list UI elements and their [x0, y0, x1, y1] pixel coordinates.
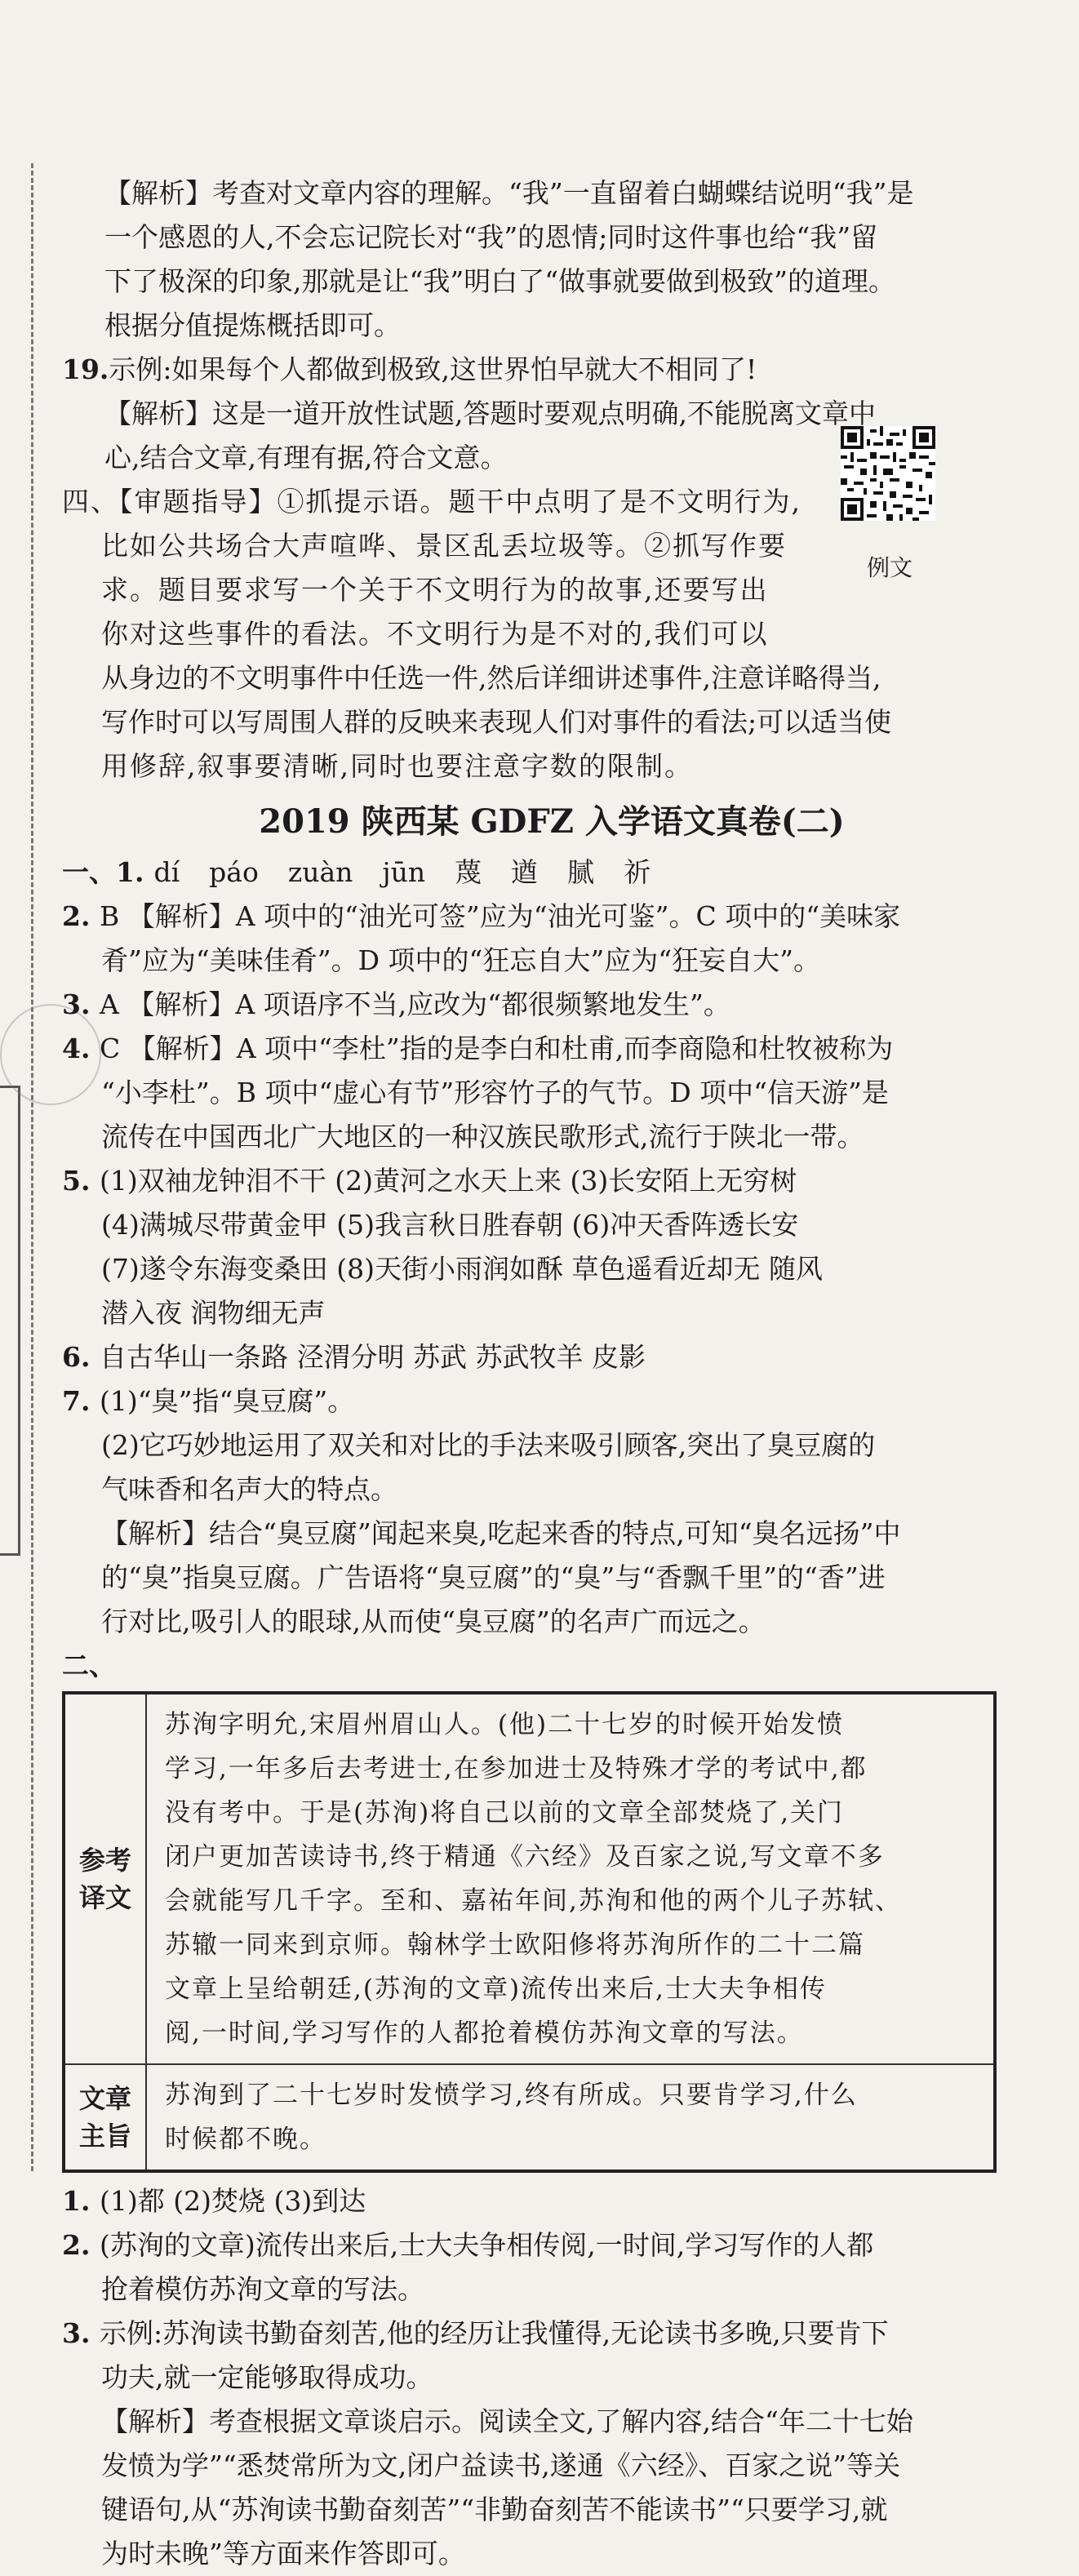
text-line: (1)“臭”指“臭豆腐”。 — [100, 1385, 355, 1417]
question-1 — [62, 851, 1041, 895]
text-line: 会就能写几千字。至和、嘉祐年间,苏洵和他的两个儿子苏轼、 — [165, 1886, 902, 1916]
text-line: 气味香和名声大的特点。 — [101, 1473, 397, 1505]
question-number: 3. — [62, 988, 91, 1020]
writing-guidance — [62, 480, 1041, 788]
text-line: 比如公共场合大声喧哗、景区乱丢垃圾等。②抓写作要 — [101, 530, 787, 562]
text-line: (1)都 (2)焚烧 (3)到达 — [100, 2185, 366, 2217]
question-number: 4. — [62, 1033, 91, 1064]
answer-content — [62, 171, 1041, 2576]
binding-frame — [0, 1086, 20, 1556]
text-line: 闭户更加苦读诗书,终于精通《六经》及百家之说,写文章不多 — [165, 1842, 885, 1872]
character: 蔑 — [455, 856, 482, 888]
translation-text — [146, 1693, 995, 2064]
theme-text — [146, 2064, 995, 2171]
text-line: (4)满城尽带黄金甲 (5)我言秋日胜春朝 (6)冲天香阵透长安 — [101, 1209, 799, 1241]
question-number: 6. — [62, 1341, 91, 1373]
text-line: 没有考中。于是(苏洵)将自己以前的文章全部焚烧了,关门 — [165, 1798, 845, 1828]
section-label: 二、 — [62, 1650, 116, 1681]
text-line: 潜入夜 润物细无声 — [101, 1297, 326, 1329]
text-line: 的“臭”指臭豆腐。广告语将“臭豆腐”的“臭”与“香飘千里”的“香”进 — [101, 1561, 886, 1593]
question-number: 3. — [62, 2317, 91, 2349]
translation-label — [64, 1693, 146, 2064]
text-line: 【解析】考查根据文章谈启示。阅读全文,了解内容,结合“年二十七始 — [101, 2405, 913, 2437]
label-line: 主旨 — [78, 2121, 131, 2152]
answer-text: 示例:如果每个人都做到极致,这世界怕早就大不相同了! — [109, 353, 757, 385]
label-line: 参考 — [78, 1845, 131, 1876]
pinyin: zuàn — [287, 856, 353, 888]
translation-table — [62, 1691, 997, 2173]
text-line: 肴”应为“美味佳肴”。D 项中的“狂忘自大”应为“狂妄自大”。 — [101, 944, 821, 976]
pinyin: jūn — [382, 856, 426, 888]
text-line: 你对这些事件的看法。不文明行为是不对的,我们可以 — [101, 618, 769, 650]
text-line: 根据分值提炼概括即可。 — [104, 309, 401, 341]
text-line: “小李杜”。B 项中“虚心有节”形容竹子的气节。D 项中“信天游”是 — [101, 1077, 889, 1108]
text-line: C 【解析】A 项中“李杜”指的是李白和杜甫,而李商隐和杜牧被称为 — [100, 1033, 894, 1064]
part-1 — [62, 851, 1041, 1644]
text-line: 【解析】这是一道开放性试题,答题时要观点明确,不能脱离文章中 — [104, 398, 876, 429]
question-number: 19. — [62, 353, 109, 385]
qr-caption: 例文 — [867, 554, 913, 581]
text-line: 【解析】考查对文章内容的理解。“我”一直留着白蝴蝶结说明“我”是 — [104, 177, 914, 209]
pinyin: páo — [209, 856, 259, 888]
character: 遒 — [511, 856, 539, 888]
text-line: (1)双袖龙钟泪不干 (2)黄河之水天上来 (3)长安陌上无穷树 — [100, 1165, 797, 1197]
text-line: A 【解析】A 项语序不当,应改为“都很频繁地发生”。 — [100, 988, 730, 1020]
text-line: 苏洵字明允,宋眉州眉山人。(他)二十七岁的时候开始发愤 — [165, 1710, 845, 1739]
text-line: 文章上呈给朝廷,(苏洵的文章)流传出来后,士大夫争相传 — [165, 1974, 827, 2004]
text-line: B 【解析】A 项中的“油光可签”应为“油光可鉴”。C 项中的“美味家 — [100, 900, 901, 932]
text-line: 发愤为学”“悉焚常所为文,闭户益读书,遂通《六经》、百家之说”等关 — [101, 2449, 901, 2481]
part-2 — [62, 1644, 1041, 2576]
exam-title: 2019 陕西某 GDFZ 入学语文真卷(二) — [259, 802, 845, 841]
text-line: 自古华山一条路 泾渭分明 苏武 苏武牧羊 皮影 — [100, 1341, 646, 1373]
question-number: 1. — [62, 2185, 91, 2217]
character: 祈 — [624, 856, 651, 888]
text-line: 示例:苏洵读书勤奋刻苦,他的经历让我懂得,无论读书多晚,只要肯下 — [100, 2317, 889, 2349]
label-line: 文章 — [78, 2083, 131, 2114]
text-line: 流传在中国西北广大地区的一种汉族民歌形式,流行于陕北一带。 — [101, 1121, 864, 1153]
pinyin: dí — [153, 856, 180, 888]
label-line: 译文 — [78, 1882, 131, 1913]
text-line: 功夫,就一定能够取得成功。 — [101, 2361, 433, 2393]
question-number: 2. — [62, 900, 91, 932]
text-line: 一个感恩的人,不会忘记院长对“我”的恩情;同时这件事也给“我”留 — [104, 221, 878, 253]
text-line: 用修辞,叙事要清晰,同时也要注意字数的限制。 — [101, 750, 693, 782]
text-line: 阅,一时间,学习写作的人都抢着模仿苏洵文章的写法。 — [165, 2019, 804, 2048]
text-line: (2)它巧妙地运用了双关和对比的手法来吸引顾客,突出了臭豆腐的 — [101, 1429, 876, 1461]
theme-label — [64, 2064, 146, 2171]
text-line: 学习,一年多后去考进士,在参加进士及特殊才学的考试中,都 — [165, 1754, 868, 1783]
text-line: 行对比,吸引人的眼球,从而使“臭豆腐”的名声广而远之。 — [101, 1606, 766, 1637]
text-line: (7)遂令东海变桑田 (8)天街小雨润如酥 草色遥看近却无 随风 — [101, 1253, 823, 1285]
text-line: 键语句,从“苏洵读书勤奋刻苦”“非勤奋刻苦不能读书”“只要学习,就 — [101, 2494, 888, 2525]
text-line: 为时未晚”等方面来作答即可。 — [101, 2538, 465, 2569]
text-line: 心,结合文章,有理有据,符合文意。 — [104, 442, 508, 473]
question-number: 2. — [62, 2229, 91, 2261]
text-line: 苏辙一同来到京师。翰林学士欧阳修将苏洵所作的二十二篇 — [165, 1930, 865, 1960]
question-number: 一、1. — [62, 856, 144, 888]
text-line: 写作时可以写周围人群的反映来表现人们对事件的看法;可以适当使 — [101, 706, 892, 738]
question-number: 7. — [62, 1385, 91, 1417]
text-line: (苏洵的文章)流传出来后,士大夫争相传阅,一时间,学习写作的人都 — [100, 2229, 874, 2261]
text-line: 苏洵到了二十七岁时发愤学习,终有所成。只要肯学习,什么 — [165, 2081, 858, 2110]
text-line: 下了极深的印象,那就是让“我”明白了“做事就要做到极致”的道理。 — [104, 265, 895, 297]
analysis-block — [62, 171, 1041, 348]
text-line: 求。题目要求写一个关于不文明行为的故事,还要写出 — [101, 574, 769, 606]
question-number: 5. — [62, 1165, 91, 1197]
text-line: 时候都不晚。 — [165, 2125, 326, 2154]
character: 腻 — [567, 856, 595, 888]
binding-dashed-line — [31, 163, 33, 2171]
question-19 — [62, 348, 1041, 480]
text-line: 四、【审题指导】①抓提示语。题干中点明了是不文明行为, — [62, 486, 801, 517]
text-line: 抢着模仿苏洵文章的写法。 — [101, 2273, 424, 2305]
text-line: 【解析】结合“臭豆腐”闻起来臭,吃起来香的特点,可知“臭名远扬”中 — [101, 1517, 901, 1549]
text-line: 从身边的不文明事件中任选一件,然后详细讲述事件,注意详略得当, — [101, 662, 881, 694]
